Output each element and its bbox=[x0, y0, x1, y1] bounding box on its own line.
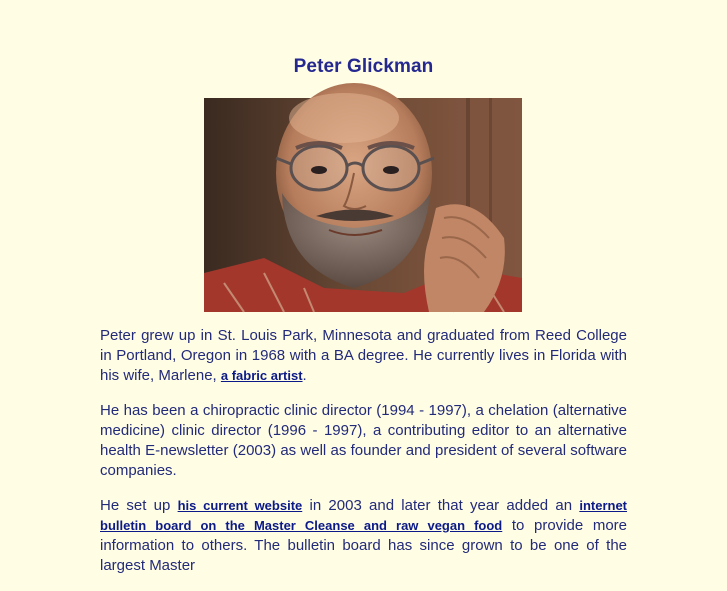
bulletin-board-link[interactable]: internet bulletin board on the Master Cleanse and raw vegan food bbox=[100, 498, 627, 533]
bio-paragraph-1 bbox=[100, 326, 627, 386]
bio-p3-text-a: He set up bbox=[100, 497, 178, 514]
bio-paragraph-2: He has been a chiropractic clinic director (1994 - 1997), a chelation (alternative medicine) clinic director (1996 - 1997), a contributing editor to an alternative health E-newsletter (2003) as well as founder and president of several software companies. bbox=[100, 402, 627, 479]
fabric-artist-link[interactable]: a fabric artist bbox=[220, 368, 303, 383]
current-website-link[interactable]: his current website bbox=[177, 498, 303, 513]
bio-p3-text-b: in 2003 and later that year added an bbox=[302, 497, 580, 514]
page-title: Peter Glickman bbox=[293, 56, 434, 77]
bio-content bbox=[100, 326, 627, 591]
bio-p1-text-a: Peter grew up in St. Louis Park, Minnesota and graduated from Reed College in Portland, Oregon in 1968 with a BA degree. He currently lives in Florida with his wife, Marlene, bbox=[100, 327, 627, 384]
bio-p3-text-c: to provide more information to others. The bulletin board has since grown to be one of the largest Master bbox=[100, 517, 627, 574]
portrait-image bbox=[204, 98, 522, 312]
portrait-photo bbox=[204, 98, 522, 312]
bio-p1-text-b: . bbox=[302, 367, 307, 384]
bio-paragraph-3 bbox=[100, 496, 627, 576]
